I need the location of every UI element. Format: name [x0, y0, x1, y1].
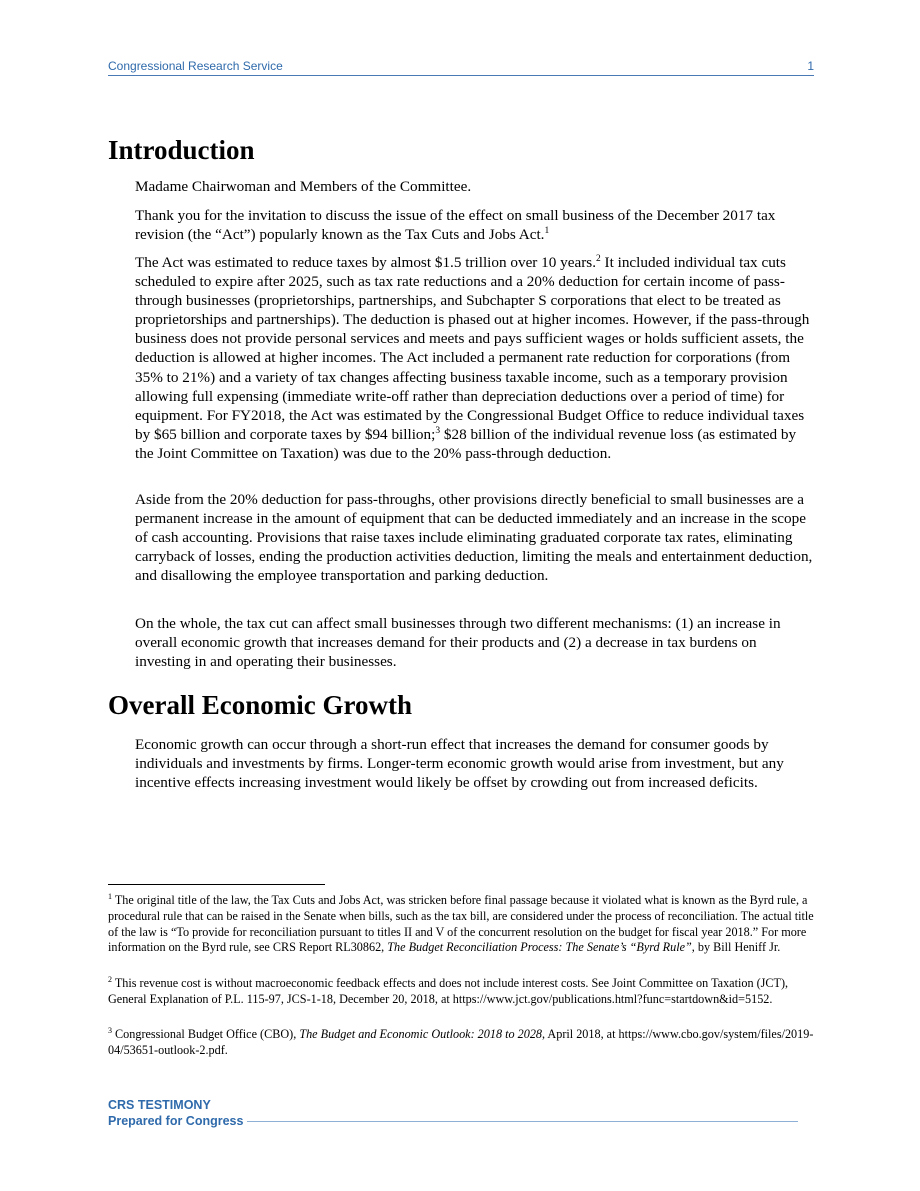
- paragraph-act-overview: [135, 253, 815, 463]
- footnote-text: , by Bill Heniff Jr.: [691, 940, 781, 955]
- paragraph-text: It included individual tax cuts scheduled to expire after 2025, such as tax rate reductions and a 20% deduction for certain income of pass-through businesses (proprietorships, partnerships, and Subchapter S corporations that elect to be treated as proprietorships and partnerships). The deduction is phased out at higher incomes. However, if the pass-through business does not provide personal services and meets and pays sufficient wages or holds sufficient assets, the deduction is allowed at higher incomes. The Act included a permanent rate reduction for corporations (from 35% to 21%) and a variety of tax changes affecting business taxable income, such as a temporary provision allowing full expensing (immediate write-off rather than depreciation deductions over a period of time) for equipment. For FY2018, the Act was estimated by the Congressional Budget Office to reduce individual taxes by $65 billion and corporate taxes by $94 billion;: [135, 254, 810, 443]
- footer-label: CRS TESTIMONY: [108, 1098, 211, 1112]
- footnote-2: [108, 976, 814, 1008]
- footnote-text: This revenue cost is without macroeconomic feedback effects and does not include interest costs. See Joint Committee on Taxation (JCT), General Explanation of P.L. 115-97, JCS-1-18, December 20, 2018, at https://www.jct.gov/publications.html?func=startdown&id=5152.: [108, 976, 789, 1006]
- footnote-divider: [108, 884, 325, 885]
- footnote-ref-3[interactable]: 3: [435, 425, 441, 436]
- footer-line: [108, 1113, 798, 1129]
- paragraph-small-business-provisions: Aside from the 20% deduction for pass-throughs, other provisions directly beneficial to small businesses are a permanent increase in the amount of equipment that can be deducted immediately and an increase in the scope of cash accounting. Provisions that raise taxes include eliminating graduated corporate tax rates, eliminating carryback of losses, ending the production activities deduction, limiting the meals and entertainment deduction, and disallowing the employee transportation and parking deduction.: [135, 491, 813, 585]
- page-number: 1: [807, 59, 814, 73]
- paragraph-salutation: Madame Chairwoman and Members of the Committee.: [135, 178, 472, 195]
- section-heading-introduction: Introduction: [108, 135, 255, 165]
- paragraph-text: $28 billion of the individual revenue loss (as estimated by the Joint Committee on Taxation) was due to the 20% pass-through deduction.: [135, 425, 797, 462]
- footnote-ref-2[interactable]: 2: [596, 253, 601, 264]
- footnote-number: 2: [108, 974, 112, 984]
- footnote-ref-1[interactable]: 1: [544, 226, 550, 237]
- running-header: [108, 58, 814, 76]
- footnote-3: [108, 1027, 814, 1059]
- footnote-text: The original title of the law, the Tax Cuts and Jobs Act, was stricken before final passage because it violated what is known as the Byrd rule, a procedural rule that can be raised in the Senate when bills, such as the tax bill, are considered under the process of reconciliation. The actual title of the law is “To provide for reconciliation pursuant to titles II and V of the concurrent resolution on the budget for fiscal year 2018.” For more information on the Byrd rule, see CRS Report RL30862,: [108, 893, 814, 955]
- paragraph-mechanisms: On the whole, the tax cut can affect small businesses through two different mechanisms: (1) an increase in overall economic growth that increases demand for their products and (2) a decrease in tax burdens on investing in and operating their businesses.: [135, 615, 781, 671]
- header-source: Congressional Research Service: [108, 59, 283, 73]
- footnote-report-title: The Budget and Economic Outlook: 2018 to 2028: [299, 1027, 543, 1041]
- page-footer: [108, 1097, 798, 1129]
- footer-rule: [247, 1121, 798, 1122]
- footer-sublabel: Prepared for Congress: [108, 1114, 244, 1128]
- section-heading-economic-growth: Overall Economic Growth: [108, 690, 412, 720]
- footnote-number: 1: [108, 891, 112, 901]
- footnote-1: [108, 893, 814, 956]
- footnote-number: 3: [108, 1025, 112, 1035]
- paragraph-text: Thank you for the invitation to discuss the issue of the effect on small business of the December 2017 tax revision (the “Act”) popularly known as the Tax Cuts and Jobs Act.: [135, 207, 776, 244]
- paragraph-economic-growth: Economic growth can occur through a short-run effect that increases the demand for consumer goods by individuals and investments by firms. Longer-term economic growth would arise from investment, but any incentive effects increasing investment would likely be offset by crowding out from increased deficits.: [135, 736, 784, 792]
- footnote-report-title: The Budget Reconciliation Process: The Senate’s “Byrd Rule”: [387, 940, 692, 955]
- footnote-text: Congressional Budget Office (CBO),: [112, 1027, 300, 1041]
- paragraph-text: The Act was estimated to reduce taxes by almost $1.5 trillion over 10 years.: [135, 254, 596, 271]
- paragraph-thanks: [135, 206, 815, 244]
- footnote-text: , April 2018, at https://www.cbo.gov/system/files/2019-04/53651-outlook-2.pdf.: [108, 1027, 814, 1057]
